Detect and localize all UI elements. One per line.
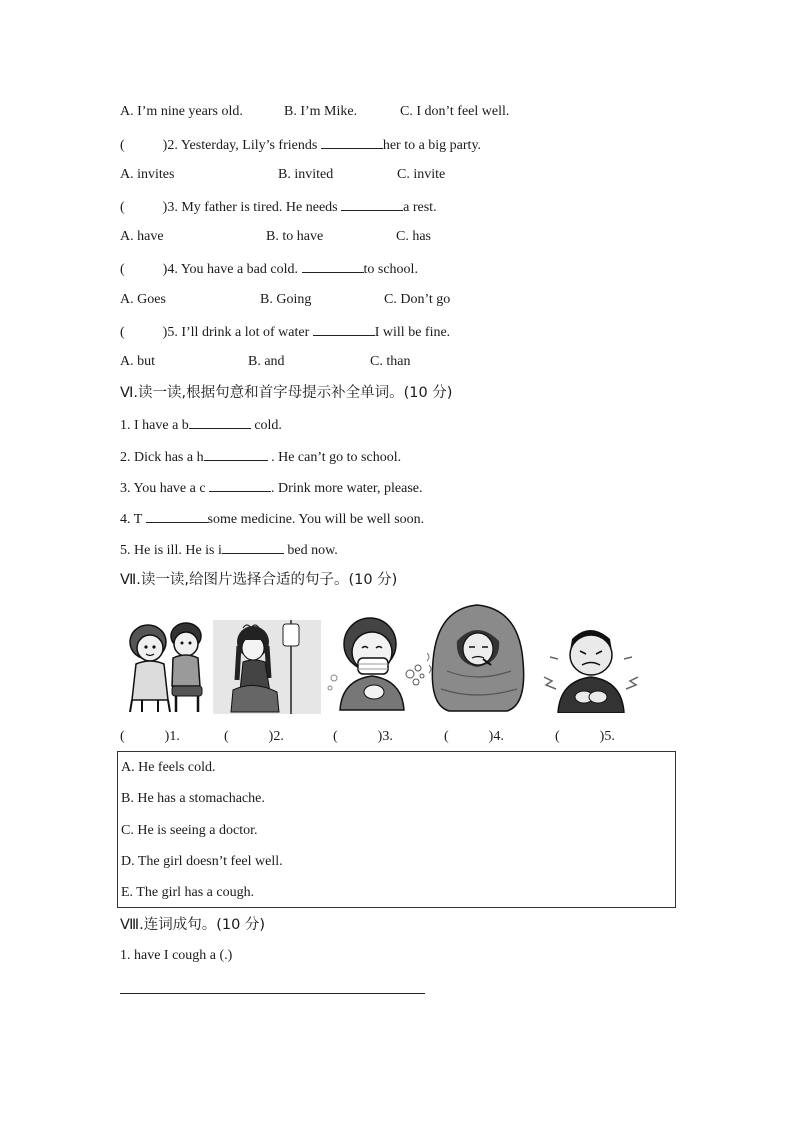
question-2 (120, 135, 481, 155)
answer-paren-open: ( (120, 325, 125, 340)
options-box (117, 751, 676, 908)
picture-answer-1[interactable] (120, 728, 180, 746)
answer-paren-close: ) (164, 729, 170, 744)
item-text-end: bed now. (283, 543, 338, 558)
question-text: 5. I’ll drink a lot of water (167, 325, 310, 340)
picture-answer-5[interactable] (555, 728, 615, 746)
item-text: 5. He is ill. He is i (120, 543, 222, 558)
option-e: E. The girl has a cough. (121, 885, 255, 900)
q5-option-a: A. but (120, 354, 155, 369)
answer-write-line[interactable] (120, 993, 425, 994)
q1-option-b: B. I’m Mike. (284, 104, 358, 119)
fill-blank[interactable] (209, 478, 271, 492)
answer-paren-close: ) (162, 200, 168, 215)
fill-item-3 (120, 478, 422, 498)
picture-girl-unwell (213, 620, 321, 714)
picture-answer-3[interactable] (333, 728, 393, 746)
fill-item-5 (120, 540, 338, 560)
fill-blank[interactable] (189, 415, 251, 429)
fill-blank[interactable] (302, 259, 364, 273)
fill-item-2 (120, 447, 401, 467)
answer-paren-open: ( (224, 729, 229, 744)
option-c: C. He is seeing a doctor. (121, 823, 258, 838)
answer-paren-close: ) (162, 325, 168, 340)
option-d: D. The girl doesn’t feel well. (121, 854, 283, 869)
q2-option-c: C. invite (397, 167, 446, 182)
option-a: A. He feels cold. (121, 760, 216, 775)
fill-item-4 (120, 509, 424, 529)
item-text-end: cold. (250, 418, 282, 433)
answer-paren-close: ) (377, 729, 383, 744)
q4-option-c: C. Don’t go (384, 292, 451, 307)
item-text: 1. I have a b (120, 418, 189, 433)
fill-blank[interactable] (146, 509, 208, 523)
question-text-end: her to a big party. (382, 138, 482, 153)
item-text: 4. T (120, 512, 146, 527)
fill-blank[interactable] (321, 135, 383, 149)
q4-option-b: B. Going (260, 292, 312, 307)
section-8-heading: Ⅷ.连词成句。(10 分) (120, 917, 266, 933)
fill-blank[interactable] (204, 447, 268, 461)
question-text-end: I will be fine. (374, 325, 451, 340)
q1-option-c: C. I don’t feel well. (400, 104, 510, 119)
picture-doctor-visit (118, 612, 210, 714)
answer-paren-close: ) (268, 729, 274, 744)
q3-option-a: A. have (120, 229, 164, 244)
picture-label: 5. (604, 729, 615, 744)
q2-option-a: A. invites (120, 167, 175, 182)
section-6-heading: Ⅵ.读一读,根据句意和首字母提示补全单词。(10 分) (120, 385, 453, 401)
item-text: 2. Dick has a h (120, 450, 204, 465)
q3-option-c: C. has (396, 229, 431, 244)
q5-option-c: C. than (370, 354, 411, 369)
question-text-end: a rest. (403, 200, 437, 215)
q3-option-b: B. to have (266, 229, 324, 244)
item-text-end: . Drink more water, please. (271, 481, 423, 496)
picture-label: 3. (382, 729, 393, 744)
question-5 (120, 322, 450, 342)
question-3 (120, 197, 437, 217)
answer-paren-open: ( (333, 729, 338, 744)
picture-answer-2[interactable] (224, 728, 284, 746)
picture-stomachache (528, 617, 654, 713)
q2-option-b: B. invited (278, 167, 334, 182)
sentence-item-1: 1. have I cough a (.) (120, 948, 233, 963)
question-text: 3. My father is tired. He needs (167, 200, 338, 215)
answer-paren-open: ( (120, 200, 125, 215)
answer-paren-close: ) (488, 729, 494, 744)
picture-girl-cough (326, 610, 426, 714)
picture-answer-4[interactable] (444, 728, 504, 746)
answer-paren-close: ) (599, 729, 605, 744)
answer-paren-close: ) (162, 262, 168, 277)
answer-paren-open: ( (444, 729, 449, 744)
picture-label: 1. (169, 729, 180, 744)
answer-paren-close: ) (162, 138, 168, 153)
q5-option-b: B. and (248, 354, 285, 369)
section-7-heading: Ⅶ.读一读,给图片选择合适的句子。(10 分) (120, 572, 398, 588)
answer-paren-open: ( (120, 729, 125, 744)
picture-label: 4. (493, 729, 504, 744)
answer-paren-open: ( (120, 138, 125, 153)
item-text: 3. You have a c (120, 481, 210, 496)
q1-option-a: A. I’m nine years old. (120, 104, 243, 119)
fill-blank[interactable] (313, 322, 375, 336)
option-b: B. He has a stomachache. (121, 791, 265, 806)
fill-item-1 (120, 415, 282, 435)
question-text-end: to school. (363, 262, 418, 277)
question-text: 4. You have a bad cold. (167, 262, 298, 277)
fill-blank[interactable] (341, 197, 403, 211)
question-text: 2. Yesterday, Lily’s friends (167, 138, 318, 153)
fill-blank[interactable] (222, 540, 284, 554)
item-text-end: . He can’t go to school. (267, 450, 402, 465)
answer-paren-open: ( (120, 262, 125, 277)
q4-option-a: A. Goes (120, 292, 166, 307)
answer-paren-open: ( (555, 729, 560, 744)
picture-label: 2. (273, 729, 284, 744)
question-4 (120, 259, 418, 279)
item-text-end: some medicine. You will be well soon. (207, 512, 425, 527)
picture-feels-cold (427, 601, 529, 714)
